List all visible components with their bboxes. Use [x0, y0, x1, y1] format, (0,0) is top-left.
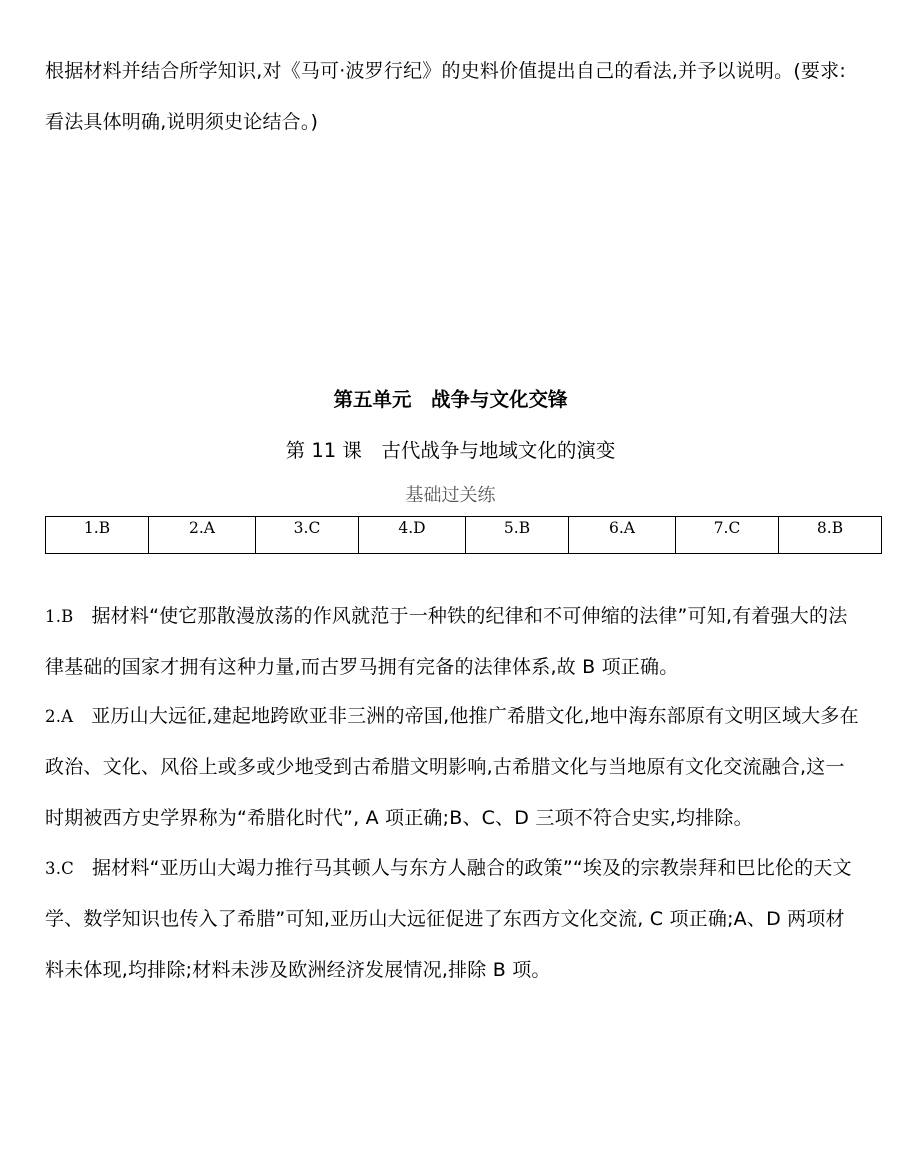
lesson-title: 第 11 课 古代战争与地域文化的演变: [285, 439, 616, 462]
answer-cell: 1.B: [46, 517, 149, 554]
explanation-number: 3.C: [45, 859, 74, 878]
explanation-text: 据材料“使它那散漫放荡的作风就范于一种铁的纪律和不可伸缩的法律”可知,有着强大的法律基础的国家才拥有这种力量,而古罗马拥有完备的法律体系,故 B 项正确。: [45, 605, 848, 678]
explanation-item: [45, 691, 861, 844]
answer-cell: 7.C: [676, 517, 779, 554]
answer-row: [46, 517, 882, 554]
answer-cell: 6.A: [569, 517, 676, 554]
answer-cell: 3.C: [256, 517, 359, 554]
answer-table: [45, 516, 882, 554]
explanation-item: [45, 591, 861, 693]
answer-cell: 2.A: [149, 517, 256, 554]
explanation-number: 1.B: [45, 607, 74, 626]
explanation-item: [45, 843, 861, 996]
unit-title: 第五单元 战争与文化交锋: [333, 388, 568, 411]
answer-cell: 8.B: [779, 517, 882, 554]
answer-cell: 5.B: [466, 517, 569, 554]
question-paragraph: 根据材料并结合所学知识,对《马可·波罗行纪》的史料价值提出自己的看法,并予以说明。(要求:看法具体明确,说明须史论结合。): [45, 60, 846, 133]
explanation-text: 据材料“亚历山大竭力推行马其顿人与东方人融合的政策”“埃及的宗教崇拜和巴比伦的天文学、数学知识也传入了希腊”可知,亚历山大远征促进了东西方文化交流, C 项正确;A、D 两项材料未体现,均排除;材料未涉及欧洲经济发展情况,排除 B 项。: [45, 857, 852, 981]
section-title: 基础过关练: [405, 485, 496, 506]
answer-cell: 4.D: [359, 517, 466, 554]
explanation-text: 亚历山大远征,建起地跨欧亚非三洲的帝国,他推广希腊文化,地中海东部原有文明区域大多在政治、文化、风俗上或多或少地受到古希腊文明影响,古希腊文化与当地原有文化交流融合,这一时期被西方史学界称为“希腊化时代”, A 项正确;B、C、D 三项不符合史实,均排除。: [45, 705, 859, 829]
explanation-number: 2.A: [45, 707, 74, 726]
